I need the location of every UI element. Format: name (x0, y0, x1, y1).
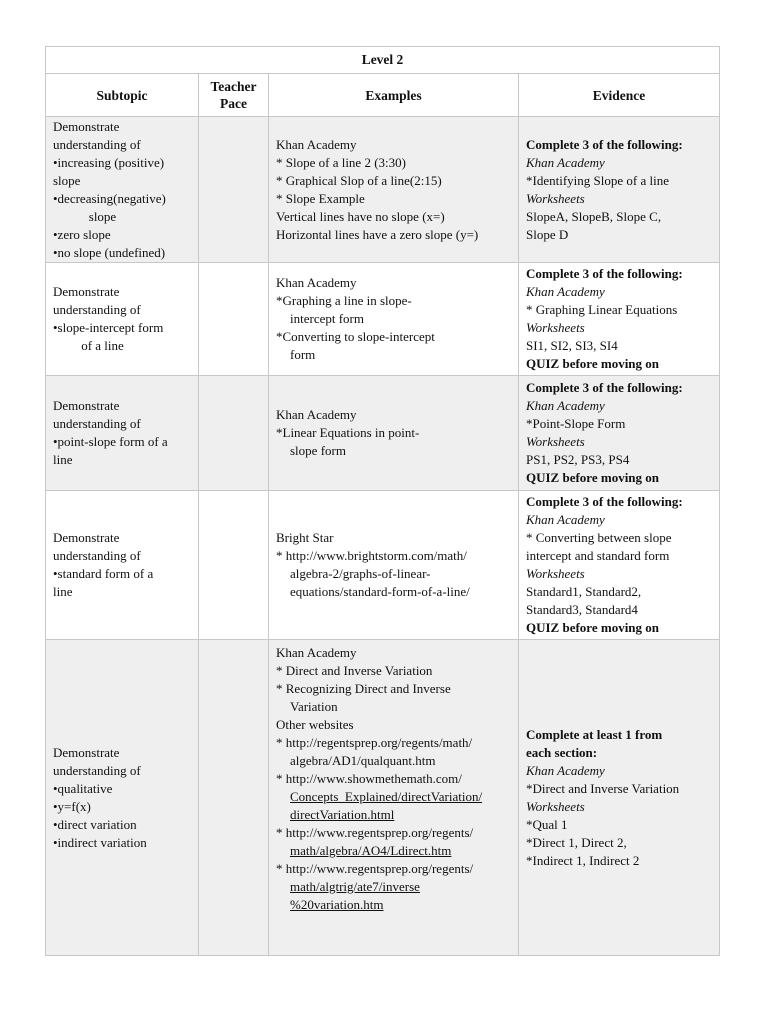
header-row (46, 74, 720, 117)
examples-cell: Khan Academy *Graphing a line in slope- intercept form *Converting to slope-intercept form (269, 263, 519, 376)
evidence-cell: Complete 3 of the following: Khan Academy * Graphing Linear Equations Worksheets SI1, SI2, SI3, SI4 QUIZ before moving on (519, 263, 720, 376)
examples-cell: Khan Academy * Direct and Inverse Variation * Recognizing Direct and Inverse Variation Other websites * http://regentsprep.org/regents/math/ algebra/AD1/qualquant.htm * http://www.showmethemath.com/ Concepts_Explained/directVariation/ directVariation.html * http://www.regentsprep.org/regents/ math/algebra/AO4/Ldirect.htm * http://www.regentsprep.org/regents/ math/algtrig/ate7/inverse %20variation.htm (269, 640, 519, 956)
evidence-cell: Complete 3 of the following: Khan Academy * Converting between slope intercept and standard form Worksheets Standard1, Standard2, Standard3, Standard4 QUIZ before moving on (519, 491, 720, 640)
table-row (46, 263, 720, 376)
subtopic-cell: Demonstrate understanding of •point-slope form of a line (46, 376, 199, 491)
header-subtopic: Subtopic (46, 74, 199, 117)
subtopic-cell: Demonstrate understanding of •qualitative •y=f(x) •direct variation •indirect variation (46, 640, 199, 956)
subtopic-cell: Demonstrate understanding of •standard form of a line (46, 491, 199, 640)
link-regentsprep-inverse[interactable]: * http://www.regentsprep.org/regents/ (276, 861, 474, 876)
teacher-pace-cell[interactable] (199, 640, 269, 956)
teacher-pace-cell[interactable] (199, 117, 269, 263)
evidence-cell: Complete 3 of the following: Khan Academy *Identifying Slope of a line Worksheets SlopeA, SlopeB, Slope C, Slope D (519, 117, 720, 263)
examples-cell: Khan Academy *Linear Equations in point- slope form (269, 376, 519, 491)
examples-cell: Bright Star * http://www.brightstorm.com/math/ algebra-2/graphs-of-linear- equations/standard-form-of-a-line/ (269, 491, 519, 640)
table-row (46, 117, 720, 263)
header-examples: Examples (269, 74, 519, 117)
link-regentsprep-ldirect[interactable]: * http://www.regentsprep.org/regents/ (276, 825, 474, 840)
evidence-cell: Complete 3 of the following: Khan Academy *Point-Slope Form Worksheets PS1, PS2, PS3, PS4 QUIZ before moving on (519, 376, 720, 491)
title-row (46, 47, 720, 74)
link-regentsprep-qualquant[interactable]: * http://regentsprep.org/regents/math/ (276, 735, 473, 750)
subtopic-cell: Demonstrate understanding of •slope-intercept form of a line (46, 263, 199, 376)
teacher-pace-cell[interactable] (199, 491, 269, 640)
header-teacher-pace: Teacher Pace (199, 74, 269, 117)
table-row (46, 491, 720, 640)
subtopic-cell: Demonstrate understanding of •increasing (positive) slope •decreasing(negative) slope •zero slope •no slope (undefined) (46, 117, 199, 263)
examples-cell: Khan Academy * Slope of a line 2 (3:30) * Graphical Slop of a line(2:15) * Slope Example Vertical lines have no slope (x=) Horizontal lines have a zero slope (y=) (269, 117, 519, 263)
header-evidence: Evidence (519, 74, 720, 117)
teacher-pace-cell[interactable] (199, 376, 269, 491)
link-showmethemath[interactable]: * http://www.showmethemath.com/ (276, 771, 462, 786)
teacher-pace-cell[interactable] (199, 263, 269, 376)
level-2-table (45, 46, 720, 956)
table-row (46, 640, 720, 956)
table-title: Level 2 (46, 47, 720, 74)
table-row (46, 376, 720, 491)
evidence-cell: Complete at least 1 from each section: Khan Academy *Direct and Inverse Variation Worksheets *Qual 1 *Direct 1, Direct 2, *Indirect 1, Indirect 2 (519, 640, 720, 956)
